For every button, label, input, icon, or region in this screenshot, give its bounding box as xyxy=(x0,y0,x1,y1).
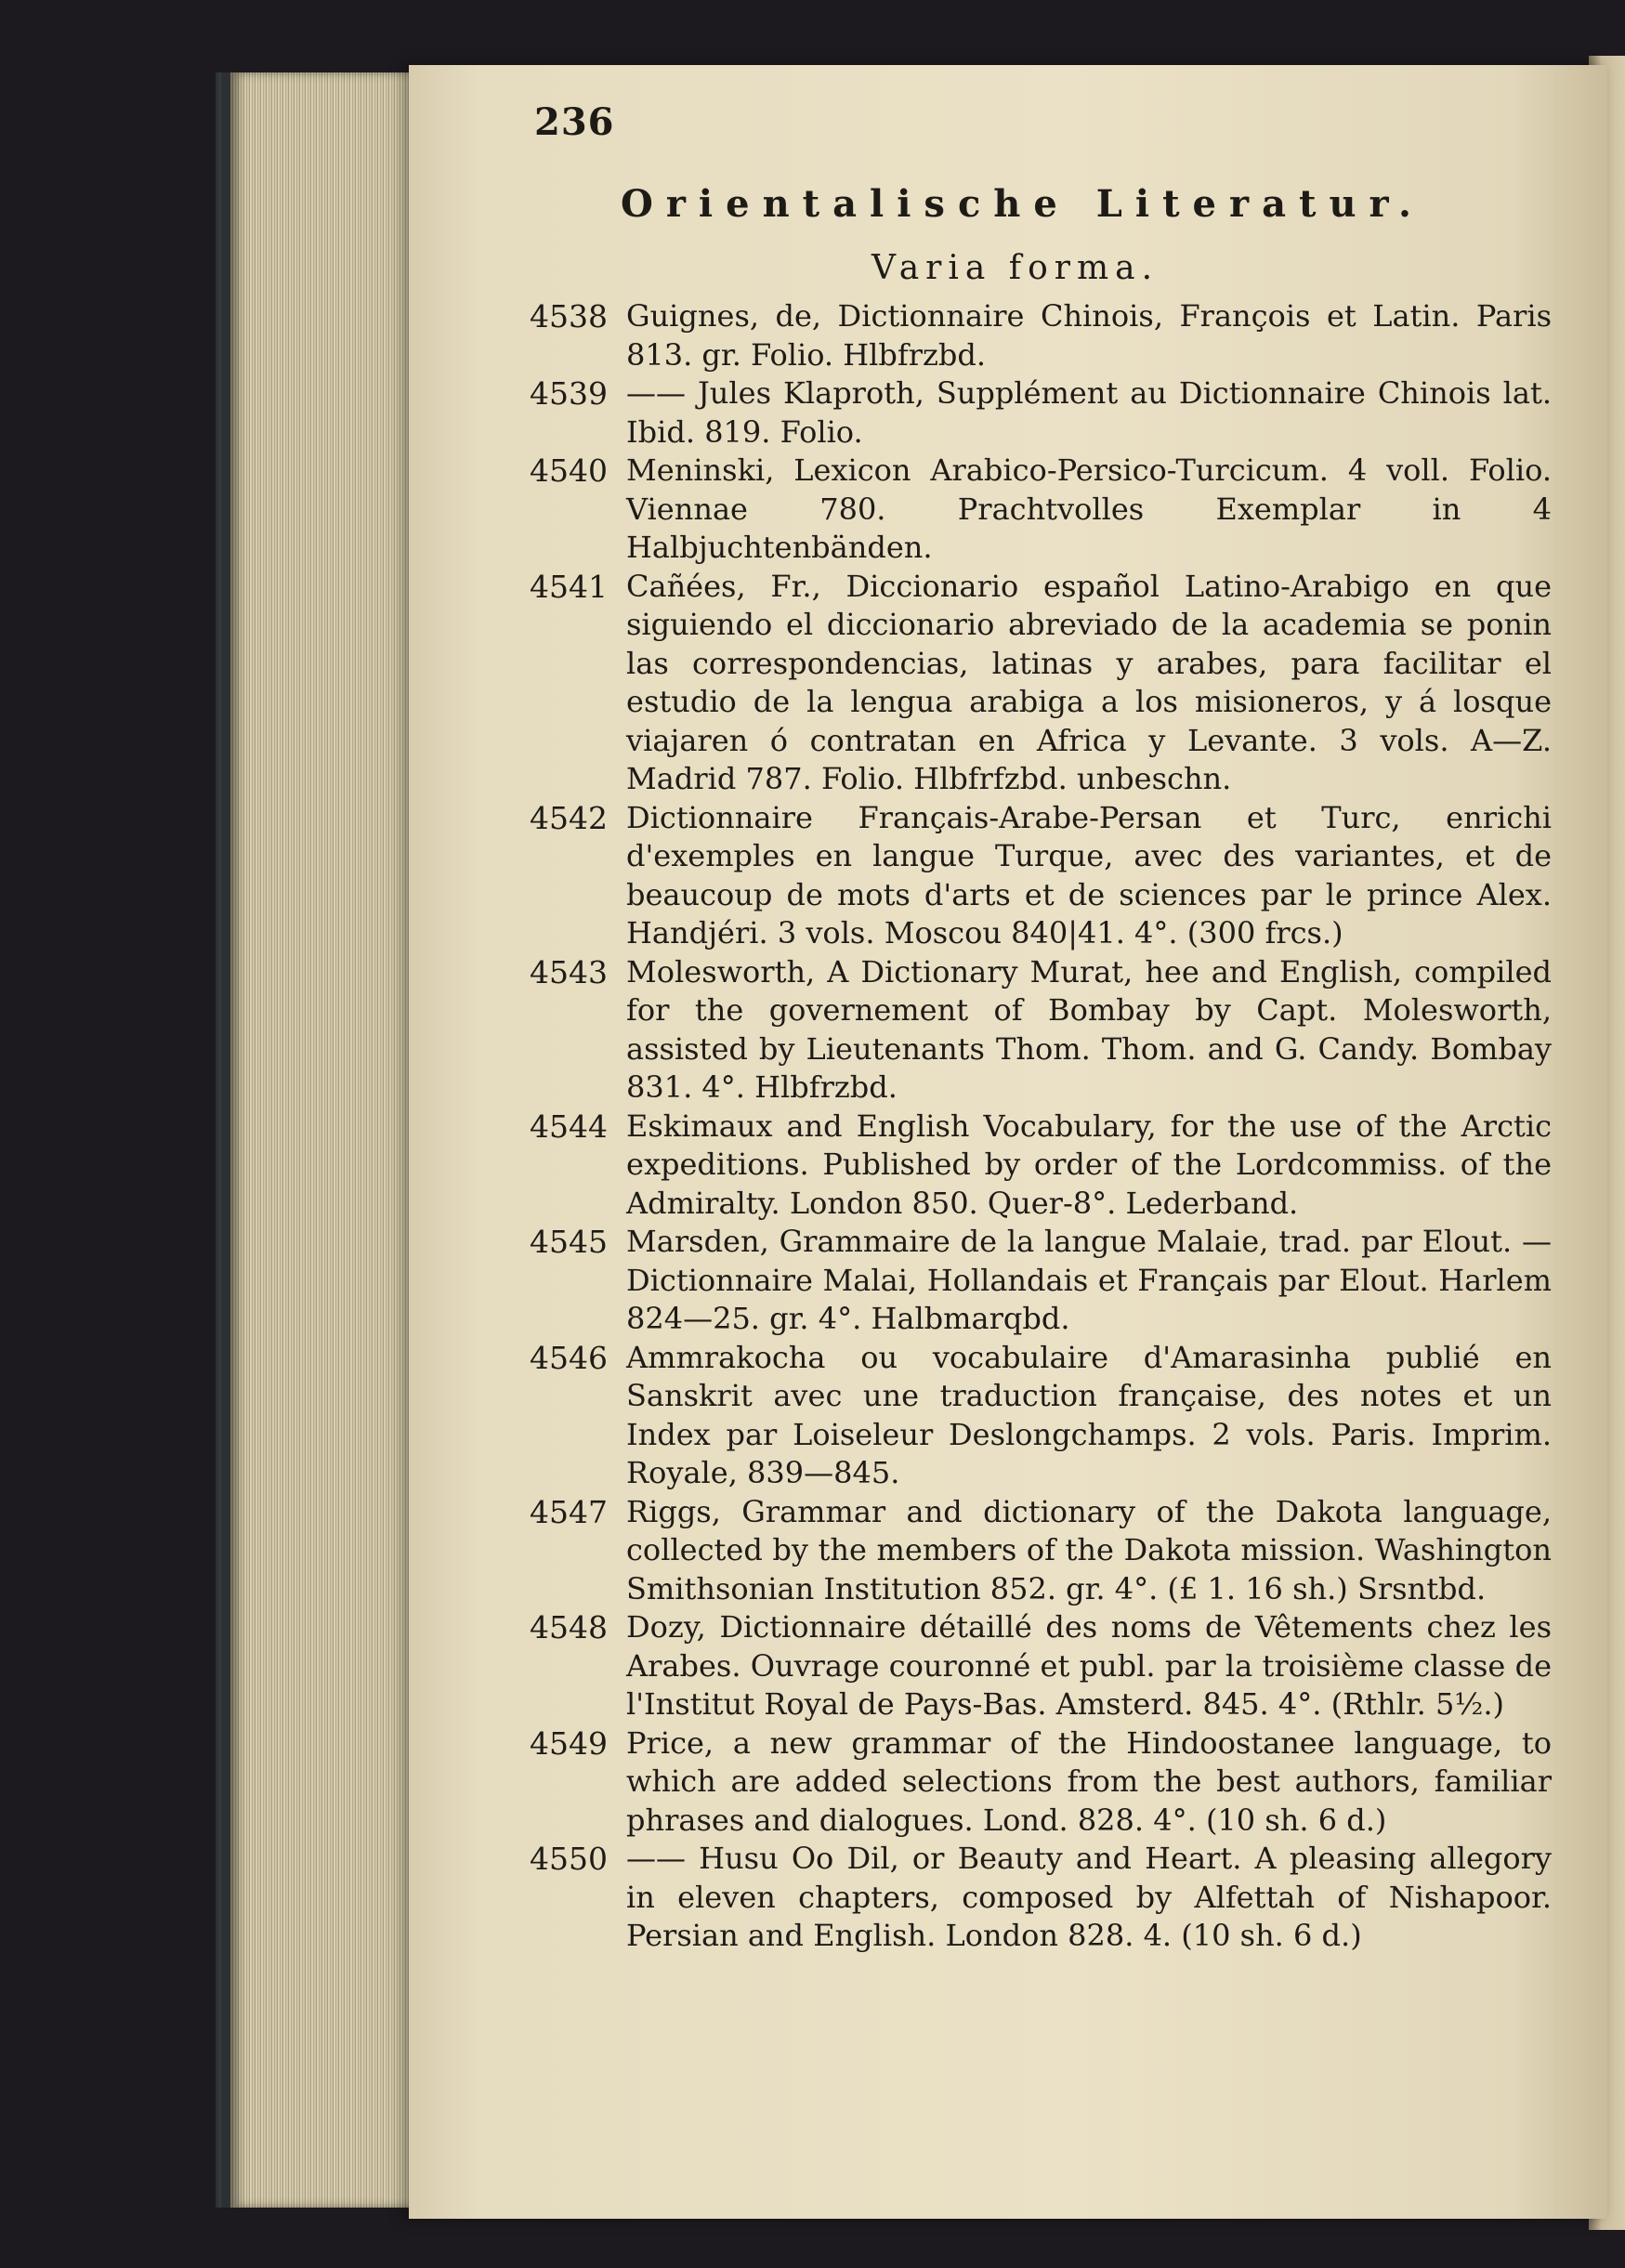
catalogue-entry xyxy=(530,799,1552,953)
catalogue-entry xyxy=(530,1108,1552,1224)
entry-number: 4544 xyxy=(530,1108,608,1145)
entry-number: 4538 xyxy=(530,298,608,334)
catalogue-entry xyxy=(530,1493,1552,1609)
entry-number: 4547 xyxy=(530,1493,608,1530)
entry-number: 4541 xyxy=(530,568,608,605)
entry-text: Eskimaux and English Vocabulary, for the use of the Arctic expeditions. Published by order of the Lordcommiss. of the Admiralty. London 850. Quer-8°. Lederband. xyxy=(626,1108,1552,1221)
catalogue-entry xyxy=(530,297,1552,374)
entry-number: 4539 xyxy=(530,375,608,412)
entry-number: 4543 xyxy=(530,953,608,990)
entry-text: Cañées, Fr., Diccionario español Latino-Arabigo en que siguiendo el diccionario abreviado de la academia se ponin las correspondencias, latinas y arabes, para facilitar el estudio de la lengua arabiga a los misioneros, y á losque viajaren ó contratan en Africa y Levante. 3 vols. A—Z. Madrid 787. Folio. Hlbfrfzbd. unbeschn. xyxy=(626,568,1552,796)
entry-text: Dictionnaire Français-Arabe-Persan et Turc, enrichi d'exemples en langue Turque, avec des variantes, et de beaucoup de mots d'arts et de sciences par le prince Alex. Handjéri. 3 vols. Moscou 840|41. 4°. (300 frcs.) xyxy=(626,799,1552,950)
catalogue-entry xyxy=(530,1339,1552,1493)
entry-text: Guignes, de, Dictionnaire Chinois, François et Latin. Paris 813. gr. Folio. Hlbfrzbd. xyxy=(626,298,1552,373)
page-heading: Orientalische Literatur. xyxy=(621,182,1424,226)
catalogue-entry xyxy=(530,568,1552,799)
catalogue-entry xyxy=(530,452,1552,568)
entry-text: Riggs, Grammar and dictionary of the Dakota language, collected by the members of the Dakota mission. Washington Smithsonian Institution 852. gr. 4°. (£ 1. 16 sh.) Srsntbd. xyxy=(626,1493,1552,1606)
catalogue-entry xyxy=(530,1724,1552,1841)
entry-text: Meninski, Lexicon Arabico-Persico-Turcicum. 4 voll. Folio. Viennae 780. Prachtvolles Exemplar in 4 Halbjuchtenbänden. xyxy=(626,452,1552,565)
entry-number: 4550 xyxy=(530,1841,608,1877)
entry-number: 4546 xyxy=(530,1339,608,1376)
page-number: 236 xyxy=(534,100,615,144)
entry-text: Dozy, Dictionnaire détaillé des noms de Vêtements chez les Arabes. Ouvrage couronné et publ. par la troisième classe de l'Institut Royal de Pays-Bas. Amsterd. 845. 4°. (Rthlr. 5½.) xyxy=(626,1609,1552,1722)
catalogue-entry xyxy=(530,1840,1552,1956)
entry-text: Ammrakocha ou vocabulaire d'Amarasinha publié en Sanskrit avec une traduction française, des notes et un Index par Loiseleur Deslongchamps. 2 vols. Paris. Imprim. Royale, 839—845. xyxy=(626,1339,1552,1490)
entry-text: Price, a new grammar of the Hindoostanee language, to which are added selections from the best authors, familiar phrases and dialogues. Lond. 828. 4°. (10 sh. 6 d.) xyxy=(626,1724,1552,1838)
entry-text: —— Jules Klaproth, Supplément au Dictionnaire Chinois lat. Ibid. 819. Folio. xyxy=(626,375,1552,450)
catalogue-entry xyxy=(530,374,1552,452)
section-subheading: Varia forma. xyxy=(871,249,1160,287)
entry-number: 4545 xyxy=(530,1224,608,1260)
entry-text: Marsden, Grammaire de la langue Malaie, trad. par Elout. — Dictionnaire Malai, Hollandais et Français par Elout. Harlem 824—25. gr. 4°. Halbmarqbd. xyxy=(626,1224,1552,1336)
catalogue-entries xyxy=(530,297,1552,1956)
entry-number: 4540 xyxy=(530,452,608,489)
catalogue-entry xyxy=(530,953,1552,1108)
entry-number: 4542 xyxy=(530,799,608,836)
entry-text: —— Husu Oo Dil, or Beauty and Heart. A pleasing allegory in eleven chapters, composed by Alfettah of Nishapoor. Persian and English. London 828. 4. (10 sh. 6 d.) xyxy=(626,1841,1552,1953)
catalogue-entry xyxy=(530,1223,1552,1339)
catalogue-entry xyxy=(530,1608,1552,1724)
page-edges xyxy=(221,72,426,2208)
entry-number: 4548 xyxy=(530,1609,608,1645)
entry-number: 4549 xyxy=(530,1724,608,1762)
entry-text: Molesworth, A Dictionary Murat, hee and English, compiled for the governement of Bombay by Capt. Molesworth, assisted by Lieutenants Thom. Thom. and G. Candy. Bombay 831. 4°. Hlbfrzbd. xyxy=(626,953,1552,1105)
